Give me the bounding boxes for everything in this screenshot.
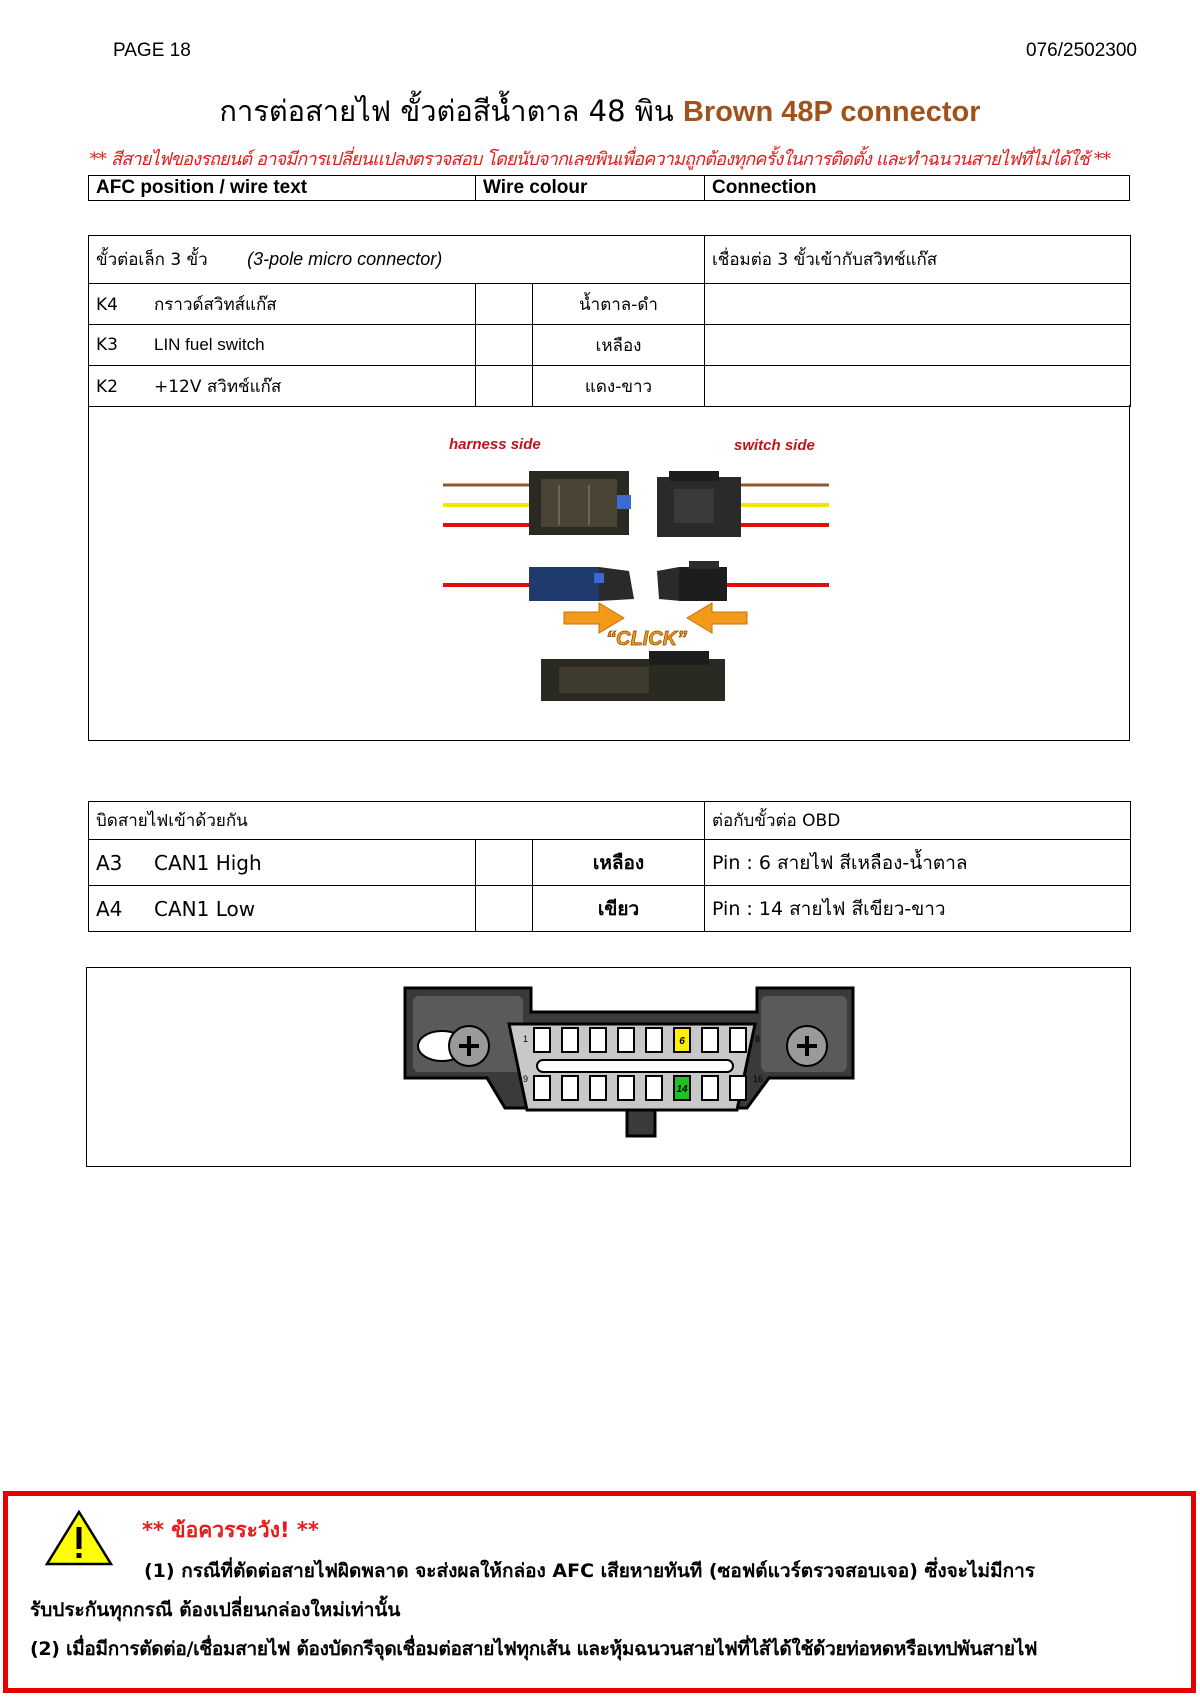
switch-plug-side-icon (657, 561, 829, 601)
obd-pin-1 (534, 1028, 550, 1052)
obd-connection: Pin : 14 สายไฟ สีเขียว-ขาว (705, 886, 1131, 932)
harness-connector-icon (529, 471, 631, 535)
table-row (89, 325, 1131, 366)
obd-pin-9 (534, 1076, 550, 1100)
harness-wires-icon (443, 485, 529, 525)
can-wires-title: บิดสายไฟเข้าด้วยกัน (89, 802, 705, 840)
colour-name: เหลือง (533, 325, 705, 366)
table-row (89, 366, 1131, 407)
harness-plug-side-icon (443, 567, 634, 601)
micro-connector-table (88, 235, 1131, 407)
column-connection: Connection (712, 177, 817, 198)
switch-wires-icon (741, 485, 829, 525)
connection-cell (705, 325, 1131, 366)
connection-cell (705, 284, 1131, 325)
colour-name: แดง-ขาว (533, 366, 705, 407)
obd-pin-12 (618, 1076, 634, 1100)
pin-position: A4 (96, 896, 123, 921)
obd-pin-15 (702, 1076, 718, 1100)
obd-connector-diagram (87, 968, 1130, 1166)
title-english: Brown 48P connector (682, 96, 981, 128)
table-row (89, 886, 1131, 932)
obd-pin-3 (590, 1028, 606, 1052)
warning-triangle-icon (44, 1509, 114, 1567)
obd-pin-4 (618, 1028, 634, 1052)
colour-name: น้ำตาล-ดำ (533, 284, 705, 325)
micro-connector-subtitle: (3-pole micro connector) (247, 249, 443, 269)
obd-pin-8 (730, 1028, 746, 1052)
obd-pin-2 (562, 1028, 578, 1052)
wire-text: กราวด์สวิทส์แก๊ส (154, 294, 277, 315)
obd-pin-6-label: 6 (679, 1036, 685, 1047)
screw-left-icon (449, 1026, 489, 1066)
column-colour: Wire colour (476, 176, 705, 200)
harness-side-label: harness side (449, 436, 541, 453)
title-thai: การต่อสายไฟ ขั้วต่อสีน้ำตาล 48 พิน (219, 94, 674, 128)
pin-8-label: 8 (755, 1034, 761, 1044)
column-position: AFC position / wire text (89, 176, 476, 200)
micro-connector-title: ขั้วต่อเล็ก 3 ขั้ว (96, 250, 208, 270)
wire-text: +12V สวิทช์แก๊ส (154, 376, 282, 397)
connection-cell (705, 366, 1131, 407)
can-wires-table (88, 801, 1131, 932)
connector-illustration (89, 405, 1129, 739)
connector-photo-box (88, 405, 1130, 741)
table-row (89, 284, 1131, 325)
click-label: “CLICK” (606, 628, 688, 650)
warning-title: ** ข้อควรระวัง! ** (142, 1518, 319, 1542)
micro-connector-header (89, 236, 1131, 284)
pin-position: K3 (96, 335, 118, 355)
obd-center-slot (537, 1060, 733, 1072)
page-number: PAGE 18 (113, 40, 191, 61)
obd-pin-5 (646, 1028, 662, 1052)
screw-right-icon (787, 1026, 827, 1066)
pin-position: A3 (96, 850, 123, 875)
column-header (88, 175, 1130, 201)
wire-text: CAN1 Low (154, 896, 256, 921)
joined-connector-icon (541, 651, 725, 701)
switch-side-label: switch side (734, 437, 815, 454)
pin-position: K2 (96, 376, 118, 397)
can-wires-connection: ต่อกับขั้วต่อ OBD (705, 802, 1131, 840)
can-wires-header (89, 802, 1131, 840)
obd-pin-11 (590, 1076, 606, 1100)
pin-1-label: 1 (523, 1034, 529, 1044)
colour-name: เขียว (533, 886, 705, 932)
obd-pin-14-label: 14 (676, 1084, 688, 1095)
wire-text: LIN fuel switch (154, 335, 265, 354)
obd-pin-16 (730, 1076, 746, 1100)
warning-line-2: (2) เมื่อมีการตัดต่อ/เชื่อมสายไฟ ต้องบัดกรีจุดเชื่อมต่อสายไฟทุกเส้น และหุ้มฉนวนสายไฟที่ไส้ได้ใช้ด้วยท่อหดหรือเทปพันสายไฟ (30, 1638, 1038, 1660)
pin-position: K4 (96, 294, 118, 315)
colour-name: เหลือง (533, 840, 705, 886)
obd-pin-7 (702, 1028, 718, 1052)
obd-connection: Pin : 6 สายไฟ สีเหลือง-น้ำตาล (705, 840, 1131, 886)
page-title (0, 88, 1200, 134)
colour-notice: ** สีสายไฟของรถยนต์ อาจมีการเปลี่ยนแปลงตรวจสอบ โดยนับจากเลขพินเพื่อความถูกต้องทุกครั้งในการติดตั้ง และทำฉนวนสายไฟที่ไม่ได้ใช้ ** (89, 149, 1111, 170)
warning-line-1: (1) กรณีที่ตัดต่อสายไฟผิดพลาด จะส่งผลให้กล่อง AFC เสียหายทันที (ซอฟต์แวร์ตรวจสอบเจอ) ซึ่งจะไม่มีการ (144, 1560, 1035, 1582)
pin-9-label: 9 (523, 1074, 529, 1084)
obd-pin-10 (562, 1076, 578, 1100)
phone-number: 076/2502300 (1026, 40, 1137, 61)
wire-text: CAN1 High (154, 850, 262, 875)
pin-16-label: 16 (753, 1074, 764, 1084)
table-row (89, 840, 1131, 886)
warning-line-1b: รับประกันทุกกรณี ต้องเปลี่ยนกล่องใหม่เท่านั้น (30, 1599, 401, 1621)
obd-pin-13 (646, 1076, 662, 1100)
micro-connector-connection: เชื่อมต่อ 3 ขั้วเข้ากับสวิทช์แก๊ส (705, 236, 1131, 284)
obd-connector-box (86, 967, 1131, 1167)
switch-connector-icon (657, 471, 741, 537)
